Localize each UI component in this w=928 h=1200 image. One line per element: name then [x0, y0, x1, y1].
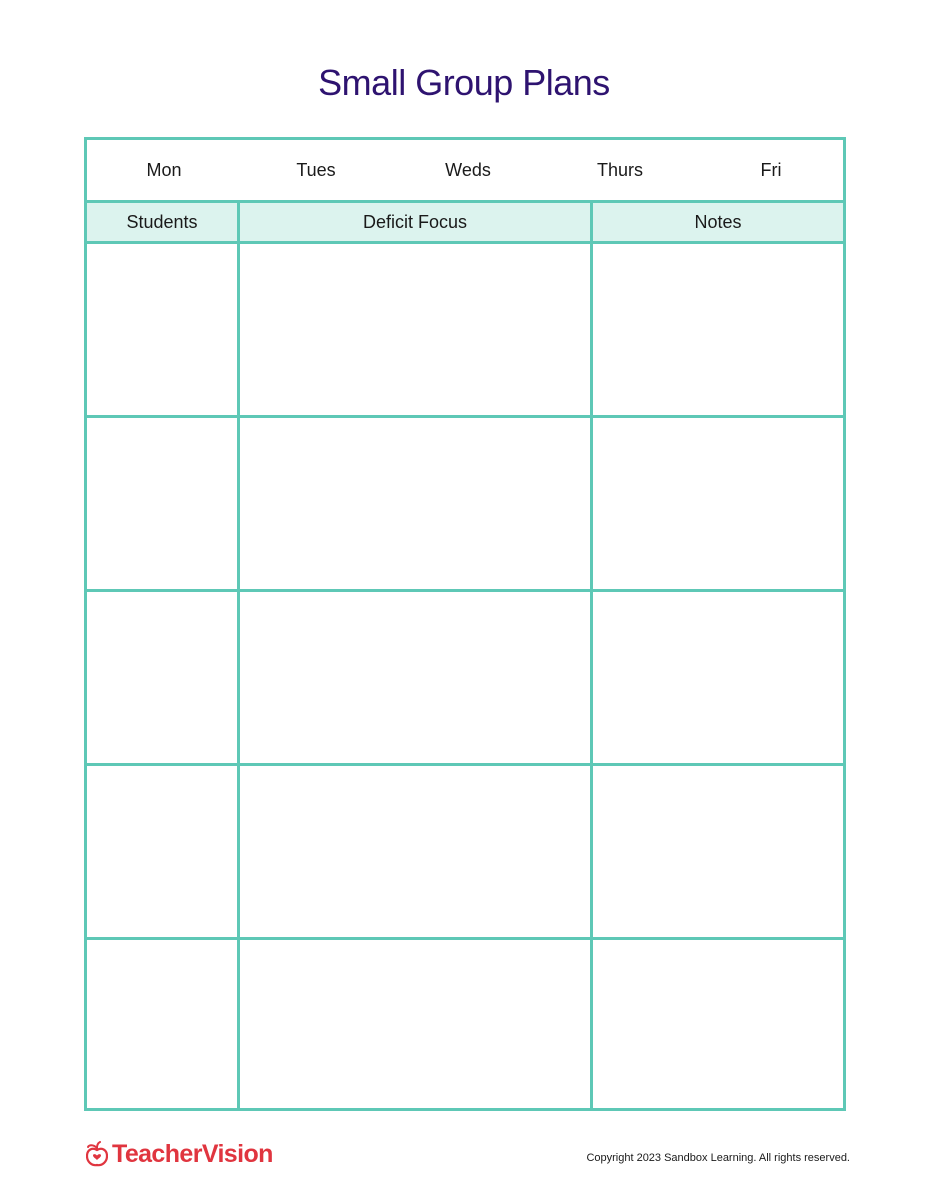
row-divider [87, 415, 843, 418]
notes-header: Notes [694, 212, 742, 232]
copyright-text: Copyright 2023 Sandbox Learning. All rights reserved. [586, 1152, 850, 1164]
day-tues: Tues [296, 160, 336, 180]
plan-table [84, 137, 846, 1111]
apple-icon [86, 1141, 108, 1167]
days-row [87, 140, 843, 203]
day-thurs: Thurs [596, 160, 644, 180]
day-mon: Mon [146, 160, 182, 180]
column-divider [237, 200, 240, 1108]
row-divider [87, 589, 843, 592]
day-weds: Weds [445, 160, 491, 180]
column-divider [590, 200, 593, 1108]
students-header: Students [126, 212, 198, 232]
day-fri: Fri [760, 160, 782, 180]
logo-text: TeacherVision [112, 1139, 273, 1168]
page-title: Small Group Plans [318, 62, 610, 103]
row-divider [87, 763, 843, 766]
row-divider [87, 937, 843, 940]
deficit-focus-header: Deficit Focus [362, 212, 468, 232]
teachervision-logo [86, 1138, 273, 1170]
column-header-row [87, 203, 843, 244]
